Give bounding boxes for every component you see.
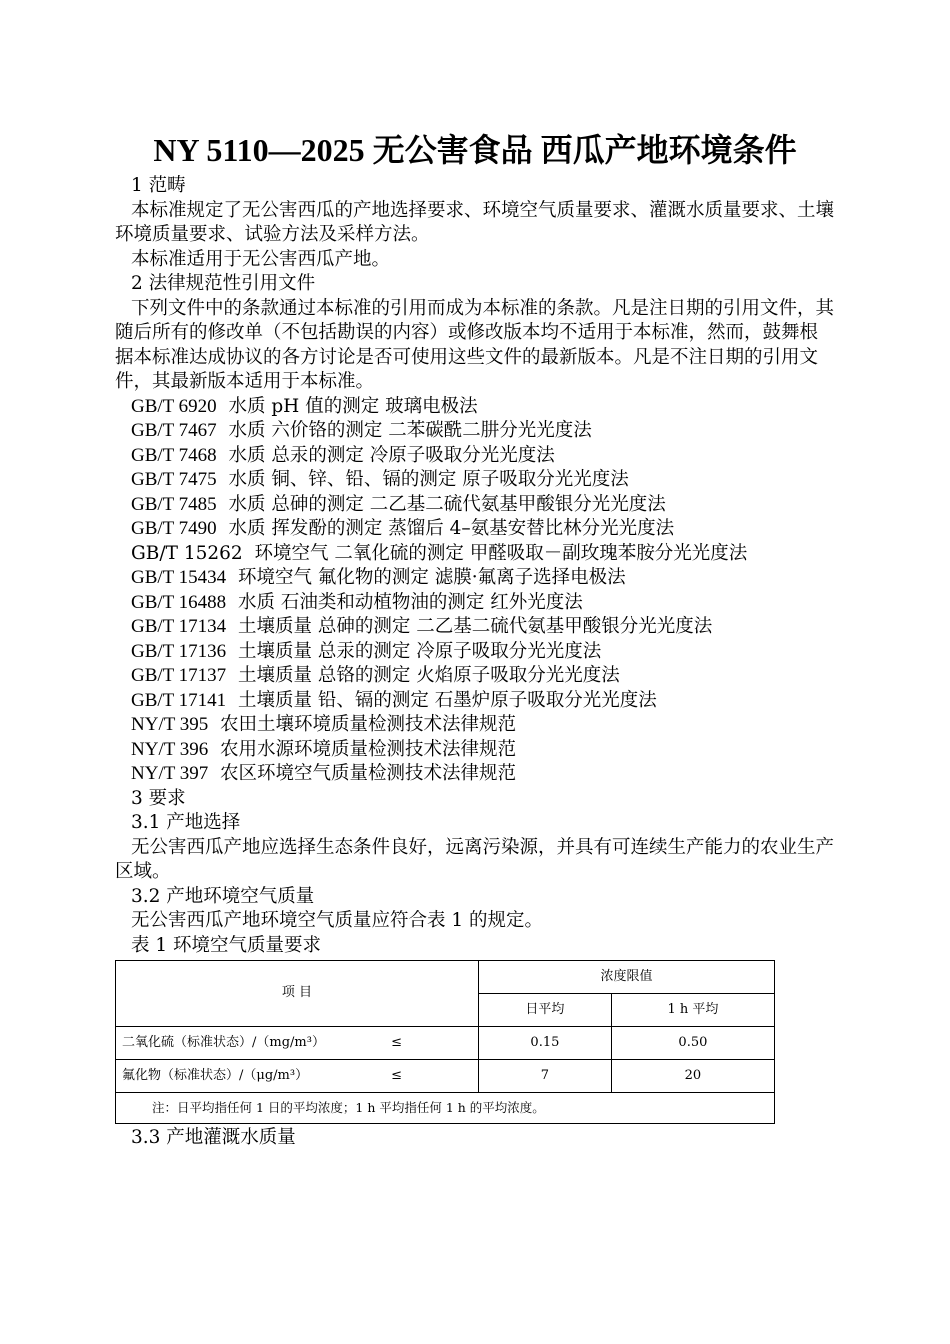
- reference-title: 水质 pH 值的测定 玻璃电极法: [228, 395, 478, 417]
- reference-item: [115, 640, 835, 665]
- table-note-row: [116, 1093, 775, 1124]
- section-3-2-paragraph: 无公害西瓜产地环境空气质量应符合表 1 的规定。: [131, 910, 544, 931]
- reference-item: [115, 493, 835, 518]
- table-header-row: [116, 961, 775, 994]
- reference-title: 水质 总砷的测定 二乙基二硫代氨基甲酸银分光光度法: [228, 493, 666, 515]
- le-symbol: ≤: [391, 1067, 402, 1083]
- reference-code: GB/T 7468: [131, 444, 217, 466]
- reference-code: NY/T 396: [131, 738, 209, 760]
- item-label: 二氧化硫（标准状态）/（mg/m³）: [122, 1034, 325, 1050]
- reference-code: GB/T 7485: [131, 493, 217, 515]
- reference-item: [115, 542, 835, 567]
- reference-code: GB/T 7490: [131, 518, 217, 539]
- document-title: NY 5110—2025 无公害食品 西瓜产地环境条件: [153, 132, 797, 168]
- reference-item: [115, 517, 835, 542]
- reference-title: 环境空气 二氧化硫的测定 甲醛吸取－副玫瑰苯胺分光光度法: [254, 542, 748, 564]
- reference-code: GB/T 7467: [131, 420, 217, 441]
- reference-title: 水质 石油类和动植物油的测定 红外光度法: [237, 591, 583, 613]
- reference-title: 水质 铜、锌、铅、镉的测定 原子吸取分光光度法: [228, 469, 629, 490]
- table-header-daily: 日平均: [479, 994, 612, 1027]
- reference-item: [115, 591, 835, 616]
- reference-code: GB/T 7475: [131, 469, 217, 490]
- table-header-concentration: 浓度限值: [479, 961, 775, 994]
- table-header-item: 项 目: [116, 961, 479, 1027]
- table-cell-hourly: 0.50: [611, 1027, 774, 1060]
- reference-code: GB/T 17134: [131, 616, 227, 637]
- section-2-heading: 2 法律规范性引用文件: [131, 273, 316, 294]
- document-body: [115, 174, 835, 1151]
- reference-list: [115, 395, 835, 787]
- table-header-hourly: 1 h 平均: [611, 994, 774, 1027]
- reference-item: [115, 762, 835, 787]
- section-3-3-heading: 3.3 产地灌溉水质量: [131, 1127, 296, 1148]
- reference-code: GB/T 17136: [131, 640, 227, 662]
- reference-code: GB/T 15434: [131, 567, 227, 588]
- le-symbol: ≤: [391, 1034, 402, 1050]
- item-label: 氟化物（标准状态）/（μg/m³）: [122, 1067, 309, 1083]
- table-row: [116, 1060, 775, 1093]
- reference-item: [115, 738, 835, 763]
- reference-code: GB/T 15262: [131, 542, 243, 564]
- table-note: 注：日平均指任何 1 日的平均浓度；1 h 平均指任何 1 h 的平均浓度。: [116, 1093, 775, 1124]
- reference-title: 土壤质量 铅、镉的测定 石墨炉原子吸取分光光度法: [237, 689, 657, 711]
- reference-item: [115, 689, 835, 714]
- table-cell-item: [116, 1060, 479, 1093]
- section-3-2-heading: 3.2 产地环境空气质量: [131, 885, 315, 907]
- reference-item: [115, 468, 835, 493]
- reference-code: GB/T 17141: [131, 689, 227, 711]
- reference-item: [115, 566, 835, 591]
- section-2-paragraph-1: 下列文件中的条款通过本标准的引用而成为本标准的条款。凡是注日期的引用文件，其随后所有的修改单（不包括勘误的内容）或修改版本均不适用于本标准，然而，鼓舞根据本标准达成协议的各方讨论是否可使用这些文件的最新版本。凡是不注日期的引用文件，其最新版本适用于本标准。: [115, 297, 835, 392]
- reference-title: 土壤质量 总铬的测定 火焰原子吸取分光光度法: [237, 665, 620, 686]
- reference-item: [115, 444, 835, 469]
- reference-item: [115, 664, 835, 689]
- reference-title: 农田土壤环境质量检测技术法律规范: [220, 714, 517, 735]
- reference-item: [115, 419, 835, 444]
- section-3-1-heading: 3.1 产地选择: [131, 812, 241, 833]
- reference-item: [115, 615, 835, 640]
- air-quality-table: [115, 960, 775, 1124]
- section-3-1-paragraph: 无公害西瓜产地应选择生态条件良好，远离污染源，并具有可连续生产能力的农业生产区域。: [115, 836, 835, 882]
- reference-code: NY/T 397: [131, 763, 209, 784]
- reference-code: GB/T 6920: [131, 395, 217, 417]
- reference-item: [115, 713, 835, 738]
- table-cell-daily: 7: [479, 1060, 612, 1093]
- reference-title: 土壤质量 总砷的测定 二乙基二硫代氨基甲酸银分光光度法: [237, 616, 713, 637]
- reference-code: GB/T 17137: [131, 665, 227, 686]
- reference-title: 水质 总汞的测定 冷原子吸取分光光度法: [228, 444, 555, 466]
- reference-title: 农区环境空气质量检测技术法律规范: [220, 763, 517, 784]
- section-3-heading: 3 要求: [131, 787, 186, 809]
- section-1-heading: 1 范畴: [131, 175, 186, 196]
- reference-item: [115, 395, 835, 420]
- table-cell-hourly: 20: [611, 1060, 774, 1093]
- section-1-paragraph-1: 本标准规定了无公害西瓜的产地选择要求、环境空气质量要求、灌溉水质量要求、土壤环境质量要求、试验方法及采样方法。: [115, 199, 835, 245]
- reference-code: GB/T 16488: [131, 591, 227, 613]
- reference-title: 农用水源环境质量检测技术法律规范: [220, 738, 517, 760]
- reference-title: 水质 挥发酚的测定 蒸馏后 4–氨基安替比林分光光度法: [228, 518, 675, 539]
- reference-title: 土壤质量 总汞的测定 冷原子吸取分光光度法: [237, 640, 602, 662]
- reference-title: 环境空气 氟化物的测定 滤膜·氟离子选择电极法: [237, 567, 626, 588]
- table-cell-daily: 0.15: [479, 1027, 612, 1060]
- table-1-caption: 表 1 环境空气质量要求: [131, 934, 322, 956]
- reference-title: 水质 六价铬的测定 二苯碳酰二肼分光光度法: [228, 420, 592, 441]
- reference-code: NY/T 395: [131, 714, 209, 735]
- section-1-paragraph-2: 本标准适用于无公害西瓜产地。: [131, 248, 391, 270]
- table-row: [116, 1027, 775, 1060]
- table-cell-item: [116, 1027, 479, 1060]
